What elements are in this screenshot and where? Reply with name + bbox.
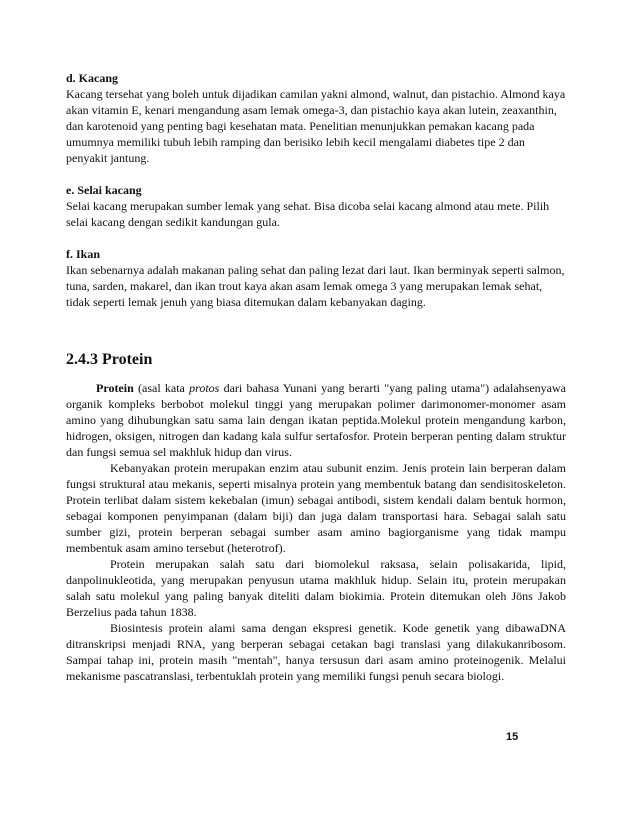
protein-paragraph-1 <box>66 380 566 460</box>
protein-p1-part-a: (asal kata <box>133 381 190 395</box>
section-ikan <box>66 246 566 310</box>
protein-paragraph-4: Biosintesis protein alami sama dengan ekspresi genetik. Kode genetik yang dibawaDNA ditranskripsi menjadi RNA, yang berperan sebagai cetakan bagi translasi yang dilakukanribosom. Sampai tahap ini, protein masih "mentah", hanya tersusun dari asam amino proteinogenik. Melalui mekanisme pascatranslasi, terbentuklah protein yang memiliki fungsi penuh secara biologi. <box>66 621 566 683</box>
paragraph-kacang: Kacang tersehat yang boleh untuk dijadikan camilan yakni almond, walnut, dan pistachio. Almond kaya akan vitamin E, kenari mengandung asam lemak omega-3, dan pistachio kaya akan lutein, zeaxanthin, dan karotenoid yang penting bagi kesehatan mata. Penelitian menunjukkan pemakan kacang pada umumnya memiliki tubuh lebih ramping dan berisiko lebih kecil mengalami diabetes tipe 2 dan penyakit jantung. <box>66 87 566 165</box>
section-title-protein: 2.4.3 Protein <box>66 351 153 368</box>
heading-kacang: d. Kacang <box>66 71 119 85</box>
page-number: 15 <box>506 731 519 743</box>
protein-paragraph-3: Protein merupakan salah satu dari biomolekul raksasa, selain polisakarida, lipid, danpolinukleotida, yang merupakan penyusun utama makhluk hidup. Selain itu, protein merupakan salah satu molekul yang paling banyak diteliti dalam biokimia. Protein ditemukan oleh Jöns Jakob Berzelius pada tahun 1838. <box>66 557 566 619</box>
heading-selai-kacang: e. Selai kacang <box>66 183 142 197</box>
paragraph-ikan: Ikan sebenarnya adalah makanan paling sehat dan paling lezat dari laut. Ikan berminyak seperti salmon, tuna, sarden, makarel, dan ikan trout kaya akan asam lemak omega 3 yang merupakan lemak sehat, tidak seperti lemak jenuh yang biasa ditemukan dalam kebanyakan daging. <box>66 263 565 309</box>
heading-ikan: f. Ikan <box>66 247 101 261</box>
paragraph-selai-kacang: Selai kacang merupakan sumber lemak yang sehat. Bisa dicoba selai kacang almond atau mete. Pilih selai kacang dengan sedikit kandungan gula. <box>66 199 550 229</box>
protos-term: protos <box>189 381 220 395</box>
section-kacang <box>66 70 566 166</box>
protein-p1-part-b: dari bahasa Yunani yang berarti "yang paling utama") adalahsenyawa organik kompleks berbobot molekul tinggi yang merupakan polimer darimonomer-monomer asam amino yang dihubungkan satu sama lain dengan ikatan peptida.Molekul protein mengandung karbon, hidrogen, oksigen, nitrogen dan kadang kala sulfur sertafosfor. Protein berperan penting dalam struktur dan fungsi semua sel makhluk hidup dan virus. <box>66 381 566 459</box>
protein-paragraph-2: Kebanyakan protein merupakan enzim atau subunit enzim. Jenis protein lain berperan dalam fungsi struktural atau mekanis, seperti misalnya protein yang membentuk batang dan sendisitoskeleton. Protein terlibat dalam sistem kekebalan (imun) sebagai antibodi, sistem kendali dalam bentuk hormon, sebagai komponen penyimpanan (dalam biji) dan juga dalam transportasi hara. Sebagai salah satu sumber gizi, protein berperan sebagai sumber asam amino bagiorganisme yang tidak mampu membentuk asam amino tersebut (heterotrof). <box>66 461 566 555</box>
section-selai-kacang <box>66 182 566 230</box>
protein-term: Protein <box>96 381 134 395</box>
page-content <box>66 70 566 684</box>
